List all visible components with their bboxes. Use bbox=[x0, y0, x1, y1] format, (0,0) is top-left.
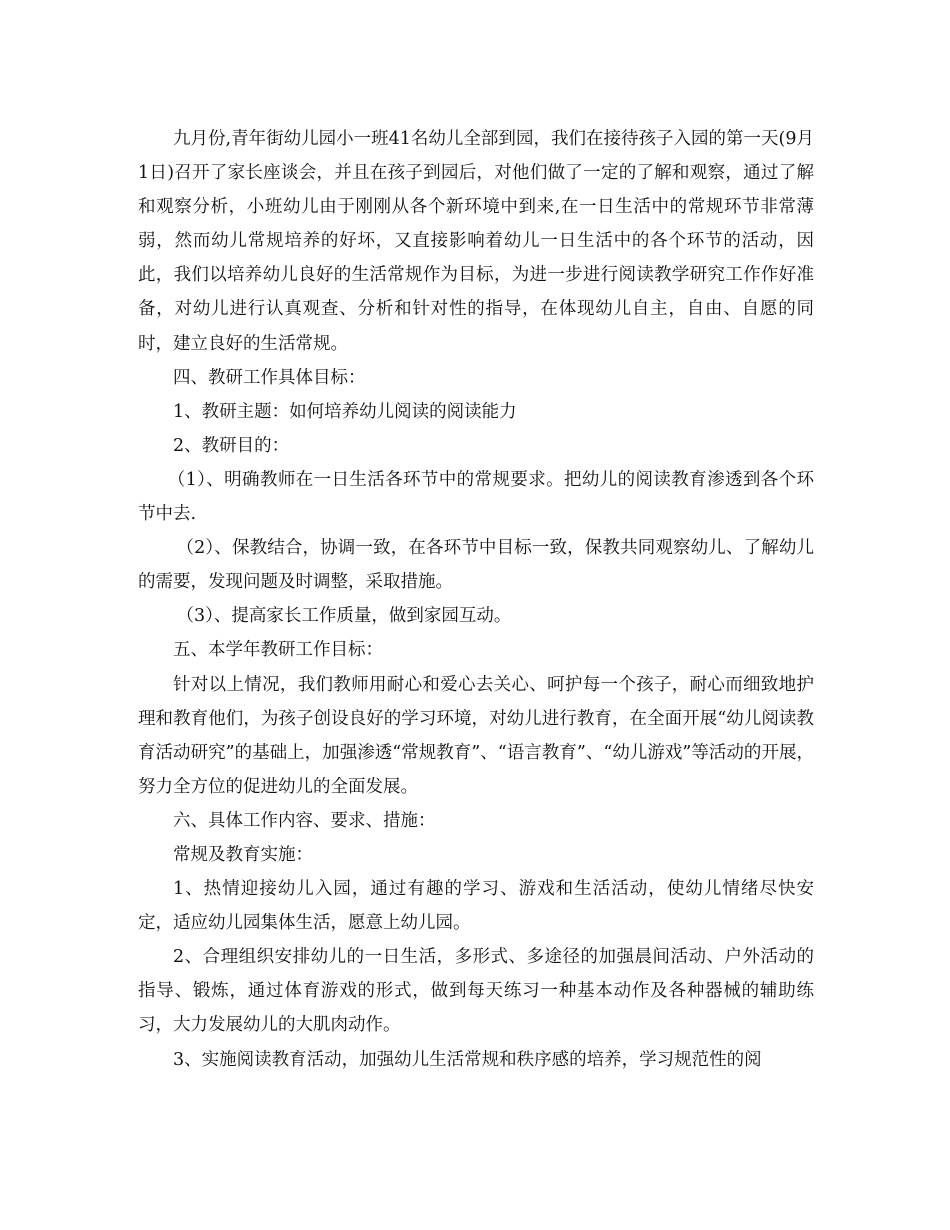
sub-item-1: （1）、明确教师在一日生活各环节中的常规要求。把幼儿的阅读教育渗透到各个环节中去. bbox=[138, 469, 814, 525]
document-body bbox=[138, 122, 814, 1077]
paragraph-intro: 九月份,青年街幼儿园小一班41名幼儿全部到园，我们在接待孩子入园的第一天(9月1日)召开了家长座谈会，并且在孩子到园后，对他们做了一定的了解和观察，通过了解和观察分析，小班幼儿由于刚刚从各个新环境中到来,在一日生活中的常规环节非常薄弱，然而幼儿常规培养的好坏，又直接影响着幼儿一日生活中的各个环节的活动，因此，我们以培养幼儿良好的生活常规作为目标，为进一步进行阅读教学研究工作作好准备，对幼儿进行认真观查、分析和针对性的指导，在体现幼儿自主，自由、自愿的同时，建立良好的生活常规。 bbox=[138, 129, 814, 354]
list-item-research-purpose: 2、教研目的： bbox=[173, 435, 290, 456]
paragraph-item-3: 3、实施阅读教育活动，加强幼儿生活常规和秩序感的培养，学习规范性的阅 bbox=[173, 1049, 762, 1070]
heading-section-6: 六、具体工作内容、要求、措施： bbox=[173, 810, 436, 831]
heading-section-4: 四、教研工作具体目标： bbox=[173, 367, 366, 388]
paragraph-item-1: 1、热情迎接幼儿入园，通过有趣的学习、游戏和生活活动，使幼儿情绪尽快安定，适应幼儿园集体生活，愿意上幼儿园。 bbox=[138, 879, 814, 934]
subheading-routine: 常规及教育实施： bbox=[173, 844, 313, 865]
paragraph-item-2: 2、合理组织安排幼儿的一日生活，多形式、多途径的加强晨间活动、户外活动的指导、锻炼，通过体育游戏的形式，做到每天练习一种基本动作及各种器械的辅助练习，大力发展幼儿的大肌肉动作。 bbox=[138, 947, 814, 1036]
list-item-research-topic: 1、教研主题：如何培养幼儿阅读的阅读能力 bbox=[173, 401, 517, 422]
heading-section-5: 五、本学年教研工作目标： bbox=[173, 640, 383, 661]
sub-item-3: （3）、提高家长工作质量，做到家园互动。 bbox=[176, 606, 512, 627]
sub-item-2: （2）、保教结合，协调一致，在各环节中目标一致，保教共同观察幼儿、了解幼儿的需要，发现问题及时调整，采取措施。 bbox=[138, 538, 814, 593]
paragraph-goals: 针对以上情况，我们教师用耐心和爱心去关心、呵护每一个孩子，耐心而细致地护理和教育他们，为孩子创设良好的学习环境，对幼儿进行教育，在全面开展“幼儿阅读教育活动研究”的基础上，加强渗透“常规教育”、“语言教育”、“幼儿游戏”等活动的开展，努力全方位的促进幼儿的全面发展。 bbox=[138, 674, 814, 797]
